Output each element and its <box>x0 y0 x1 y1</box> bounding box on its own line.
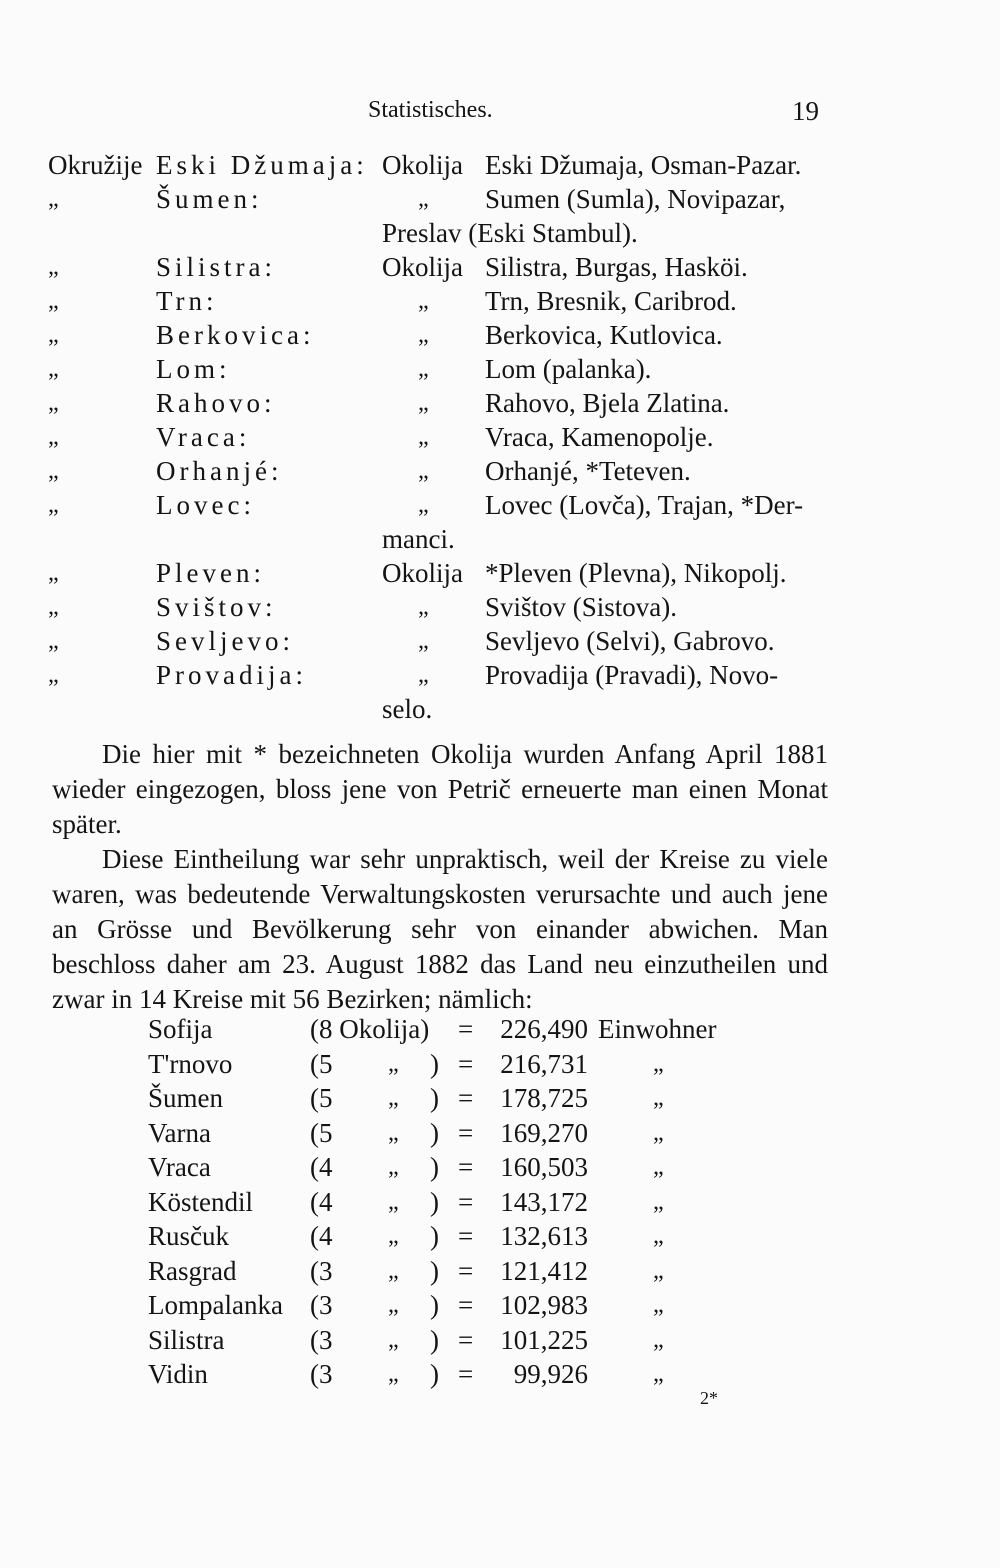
kreis-name: Sofija <box>148 1014 213 1044</box>
population-value: 160,503 <box>500 1152 588 1182</box>
population-row <box>148 1185 748 1220</box>
ditto-mark: „ <box>388 1361 399 1387</box>
population-table <box>148 1012 748 1392</box>
okrug-row <box>48 352 838 386</box>
okolija-count: (3 <box>310 1359 333 1389</box>
unit-ditto-mark: „ <box>653 1119 664 1146</box>
okrug-name: Eski Džumaja: <box>156 150 368 180</box>
unit-label: Einwohner <box>598 1014 717 1044</box>
unit-ditto-mark: „ <box>653 1050 664 1077</box>
closing-paren: ) <box>430 1152 439 1182</box>
okolija-count: (4 <box>310 1221 333 1251</box>
closing-paren: ) <box>430 1324 439 1355</box>
ditto-mark: „ <box>418 662 429 688</box>
okolija-count: (4 <box>310 1186 333 1217</box>
equals-sign: = <box>458 1117 474 1148</box>
okrug-row <box>48 250 838 284</box>
okrug-name: Provadija: <box>156 660 307 690</box>
ditto-mark: „ <box>418 390 429 416</box>
unit-ditto-mark: „ <box>653 1292 664 1318</box>
closing-paren: ) <box>430 1221 439 1251</box>
equals-sign: = <box>458 1221 474 1251</box>
ditto-mark: „ <box>388 1050 399 1077</box>
population-value: 143,172 <box>500 1186 588 1217</box>
okrug-prefix: „ <box>48 458 59 484</box>
ditto-mark: „ <box>388 1257 399 1284</box>
ditto-mark: „ <box>418 492 429 518</box>
okolija-count: (3 <box>310 1290 333 1320</box>
equals-sign: = <box>458 1255 474 1286</box>
okrug-prefix: „ <box>48 390 59 416</box>
okrug-prefix: „ <box>48 356 59 382</box>
ditto-mark: „ <box>388 1188 399 1215</box>
unit-ditto-mark: „ <box>653 1154 664 1180</box>
okrug-name: Pleven: <box>156 558 265 588</box>
population-row <box>148 1150 748 1185</box>
okolija-towns: Silistra, Burgas, Hasköi. <box>485 252 748 282</box>
okrug-name: Lovec: <box>156 490 255 520</box>
closing-paren: ) <box>430 1290 439 1320</box>
okolija-count: (3 <box>310 1255 333 1286</box>
population-row <box>148 1116 748 1151</box>
okrug-prefix: „ <box>48 254 59 280</box>
population-value: 101,225 <box>500 1324 588 1355</box>
okrug-row <box>48 284 838 318</box>
okrug-row <box>48 148 838 182</box>
population-value: 169,270 <box>500 1117 588 1148</box>
paragraph-okolija-note <box>52 737 828 842</box>
population-row <box>148 1081 748 1116</box>
closing-paren: ) <box>430 1083 439 1113</box>
paragraph-text: Die hier mit * bezeichneten Okolija wurden Anfang April 1881 wieder eingezogen, bloss jene von Petrič erneuerte man einen Monat später. <box>52 739 828 839</box>
okruzi-list <box>48 148 838 726</box>
closing-paren: ) <box>430 1048 439 1079</box>
okrug-name: Orhanjé: <box>156 456 283 486</box>
okrug-row <box>48 522 838 556</box>
unit-ditto-mark: „ <box>653 1223 664 1249</box>
okolija-towns: Svištov (Sistova). <box>485 592 678 622</box>
kreis-name: Vraca <box>148 1152 211 1182</box>
ditto-mark: „ <box>418 322 429 348</box>
closing-paren: ) <box>430 1117 439 1148</box>
okolija-towns: Sevljevo (Selvi), Gabrovo. <box>485 626 775 656</box>
ditto-mark: „ <box>388 1223 399 1249</box>
ditto-mark: „ <box>388 1292 399 1318</box>
population-value: 132,613 <box>500 1221 588 1251</box>
okolija-count: (3 <box>310 1324 333 1355</box>
okrug-row <box>48 692 838 726</box>
population-value: 216,731 <box>500 1048 588 1079</box>
running-header: Statistisches. <box>368 97 493 123</box>
okrug-row <box>48 420 838 454</box>
ditto-mark: „ <box>418 628 429 654</box>
okolija-towns: Sumen (Sumla), Novipazar, <box>485 184 786 214</box>
okrug-row <box>48 624 838 658</box>
population-row <box>148 1288 748 1323</box>
okolija-count: (4 <box>310 1152 333 1182</box>
okrug-row <box>48 658 838 692</box>
okrug-name: Vraca: <box>156 422 251 452</box>
kreis-name: Varna <box>148 1117 211 1148</box>
equals-sign: = <box>458 1014 474 1044</box>
ditto-mark: „ <box>418 424 429 450</box>
okolija-towns: Berkovica, Kutlovica. <box>485 320 723 350</box>
okrug-name: Sevljevo: <box>156 626 294 656</box>
okolija-towns: Rahovo, Bjela Zlatina. <box>485 388 730 418</box>
okolija-count: (5 <box>310 1083 333 1113</box>
okrug-prefix: „ <box>48 424 59 450</box>
okrug-prefix: „ <box>48 594 59 620</box>
okrug-prefix: „ <box>48 492 59 518</box>
okrug-continuation: Preslav (Eski Stambul). <box>382 218 638 248</box>
unit-ditto-mark: „ <box>653 1085 664 1111</box>
kreis-name: Silistra <box>148 1324 225 1355</box>
okolija-towns: *Pleven (Plevna), Nikopolj. <box>485 558 787 588</box>
okrug-prefix: Okružije <box>48 150 143 180</box>
okolija-label: Okolija <box>382 252 463 282</box>
population-value: 226,490 <box>500 1014 588 1044</box>
okolija-towns: Eski Džumaja, Osman-Pazar. <box>485 150 802 180</box>
population-row <box>148 1012 748 1047</box>
population-value: 102,983 <box>500 1290 588 1320</box>
paragraph-eintheilung <box>52 842 828 1017</box>
population-row <box>148 1254 748 1289</box>
okrug-row <box>48 216 838 250</box>
okrug-prefix: „ <box>48 288 59 314</box>
ditto-mark: „ <box>418 186 429 212</box>
equals-sign: = <box>458 1290 474 1320</box>
okrug-prefix: „ <box>48 322 59 348</box>
okrug-row <box>48 488 838 522</box>
kreis-name: Rasgrad <box>148 1255 237 1286</box>
okrug-name: Rahovo: <box>156 388 276 418</box>
okrug-name: Lom: <box>156 354 231 384</box>
kreis-name: Lompalanka <box>148 1290 283 1320</box>
ditto-mark: „ <box>388 1154 399 1180</box>
okolija-towns: Vraca, Kamenopolje. <box>485 422 714 452</box>
equals-sign: = <box>458 1152 474 1182</box>
population-row <box>148 1047 748 1082</box>
okrug-row <box>48 182 838 216</box>
closing-paren: ) <box>430 1186 439 1217</box>
okolija-towns: Orhanjé, *Teteven. <box>485 456 691 486</box>
okrug-name: Trn: <box>156 286 218 316</box>
equals-sign: = <box>458 1359 474 1389</box>
closing-paren: ) <box>430 1255 439 1286</box>
unit-ditto-mark: „ <box>653 1257 664 1284</box>
population-value: 178,725 <box>500 1083 588 1113</box>
okrug-prefix: „ <box>48 186 59 212</box>
equals-sign: = <box>458 1186 474 1217</box>
okolija-label: Okolija <box>382 150 463 180</box>
okrug-row <box>48 454 838 488</box>
population-value: 121,412 <box>500 1255 588 1286</box>
okrug-name: Šumen: <box>156 184 263 214</box>
unit-ditto-mark: „ <box>653 1361 664 1387</box>
kreis-name: Rusčuk <box>148 1221 229 1251</box>
okrug-name: Silistra: <box>156 252 277 282</box>
okrug-prefix: „ <box>48 560 59 586</box>
okolija-towns: Provadija (Pravadi), Novo- <box>485 660 779 690</box>
population-row <box>148 1357 748 1392</box>
okolija-towns: Trn, Bresnik, Caribrod. <box>485 286 737 316</box>
population-row <box>148 1219 748 1254</box>
okrug-continuation: manci. <box>382 524 455 554</box>
okrug-row <box>48 590 838 624</box>
unit-ditto-mark: „ <box>653 1326 664 1353</box>
ditto-mark: „ <box>418 288 429 314</box>
okrug-prefix: „ <box>48 628 59 654</box>
kreis-name: T'rnovo <box>148 1048 233 1079</box>
page-number: 19 <box>792 96 819 126</box>
equals-sign: = <box>458 1048 474 1079</box>
population-value: 99,926 <box>513 1359 588 1389</box>
okolija-count: (5 <box>310 1117 333 1148</box>
equals-sign: = <box>458 1083 474 1113</box>
okolija-label: Okolija <box>382 558 463 588</box>
paragraph-text: Diese Eintheilung war sehr unpraktisch, weil der Kreise zu viele waren, was bedeutende Verwaltungskosten verursachte und auch jene an Grösse und Bevölkerung sehr von einander abwichen. Man beschloss daher am 23. August 1882 das Land neu einzutheilen und zwar in 14 Kreise mit 56 Bezirken; nämlich: <box>52 844 828 1014</box>
okolija-count: (8 Okolija) <box>310 1014 430 1044</box>
kreis-name: Köstendil <box>148 1186 253 1217</box>
kreis-name: Šumen <box>148 1083 224 1113</box>
ditto-mark: „ <box>418 458 429 484</box>
equals-sign: = <box>458 1324 474 1355</box>
unit-ditto-mark: „ <box>653 1188 664 1215</box>
okrug-name: Svištov: <box>156 592 277 622</box>
ditto-mark: „ <box>418 356 429 382</box>
ditto-mark: „ <box>388 1326 399 1353</box>
okrug-prefix: „ <box>48 662 59 688</box>
signature-mark: 2* <box>700 1388 718 1408</box>
ditto-mark: „ <box>418 594 429 620</box>
okrug-row <box>48 386 838 420</box>
ditto-mark: „ <box>388 1119 399 1146</box>
okolija-towns: Lom (palanka). <box>485 354 652 384</box>
okrug-row <box>48 556 838 590</box>
ditto-mark: „ <box>388 1085 399 1111</box>
okolija-count: (5 <box>310 1048 333 1079</box>
okrug-continuation: selo. <box>382 694 433 724</box>
kreis-name: Vidin <box>148 1359 208 1389</box>
closing-paren: ) <box>430 1359 439 1389</box>
okolija-towns: Lovec (Lovča), Trajan, *Der- <box>485 490 804 520</box>
population-row <box>148 1323 748 1358</box>
okrug-row <box>48 318 838 352</box>
okrug-name: Berkovica: <box>156 320 315 350</box>
